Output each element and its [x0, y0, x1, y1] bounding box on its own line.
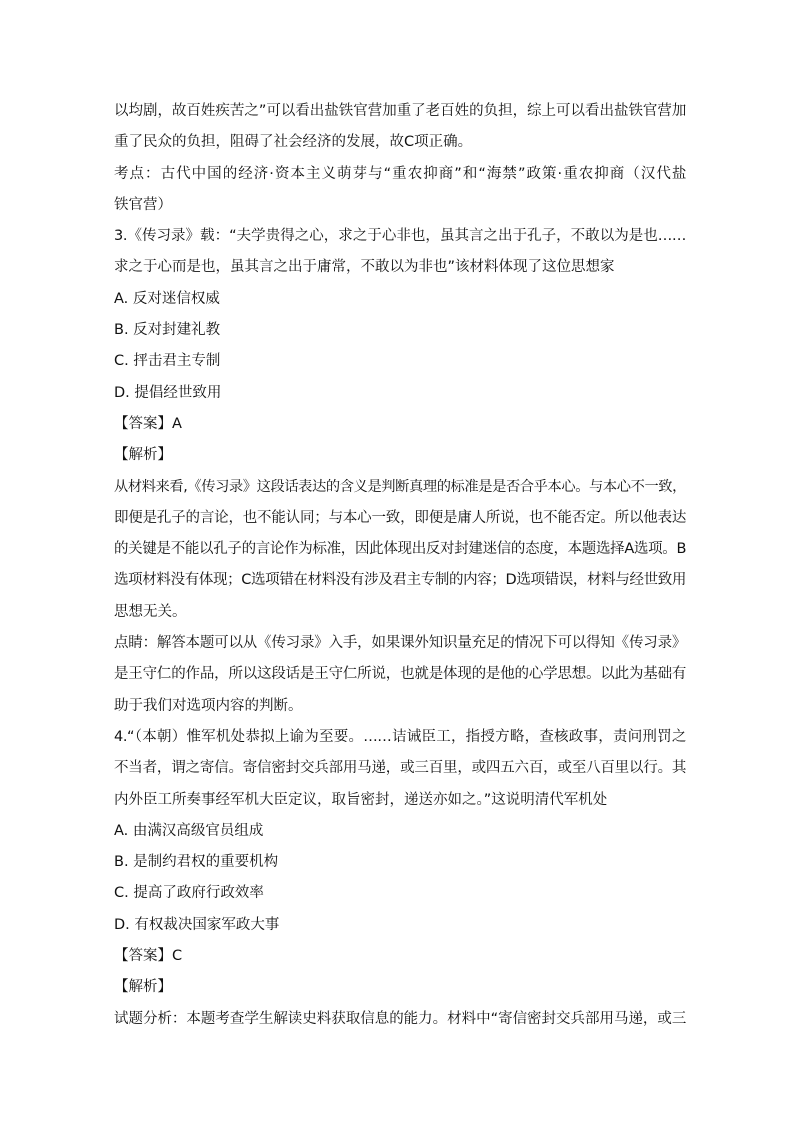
option-c: C. 抨击君主专制	[114, 353, 221, 370]
question-4-stem: 4.“（本朝）惟军机处恭拟上谕为至要。……诘诫臣工，指授方略，查核政事，责问刑罚之	[114, 728, 686, 745]
analysis-text: 从材料来看,《传习录》这段话表达的含义是判断真理的标准是是否合乎本心。与本心不一致，	[114, 478, 686, 495]
analysis-text: 的关键是不能以孔子的言论作为标准，因此体现出反对封建迷信的态度，本题选择A选项。B	[114, 541, 686, 558]
option-c: C. 提高了政府行政效率	[114, 885, 264, 902]
document-page	[114, 96, 686, 1035]
question-3-stem: 求之于心而是也，虽其言之出于庸常，不敢以为非也”该材料体现了这位思想家	[114, 259, 615, 276]
analysis-label: 【解析】	[114, 979, 172, 996]
text-line: 铁官营）	[114, 196, 172, 213]
text-line: 考点：古代中国的经济·资本主义萌芽与“重农抑商”和“海禁”政策·重农抑商（汉代盐	[114, 165, 686, 182]
answer-label: 【答案】C	[114, 948, 183, 965]
analysis-text: 即便是孔子的言论，也不能认同；与本心一致，即便是庸人所说，也不能否定。所以他表达	[114, 509, 686, 526]
analysis-label: 【解析】	[114, 447, 172, 464]
tip-text: 点睛：解答本题可以从《传习录》入手，如果课外知识量充足的情况下可以得知《传习录》	[114, 635, 686, 652]
answer-label: 【答案】A	[114, 415, 182, 432]
option-d: D. 有权裁决国家军政大事	[114, 916, 280, 933]
question-4-stem: 不当者，谓之寄信。寄信密封交兵部用马递，或三百里，或四五六百，或至八百里以行。其	[114, 760, 686, 777]
analysis-text: 试题分析：本题考查学生解读史料获取信息的能力。材料中“寄信密封交兵部用马递，或三	[114, 1010, 686, 1027]
option-a: A. 由满汉高级官员组成	[114, 822, 264, 839]
question-4-stem: 内外臣工所奏事经军机大臣定议，取旨密封，递送亦如之。”这说明清代军机处	[114, 791, 608, 808]
tip-text: 助于我们对选项内容的判断。	[114, 697, 303, 714]
option-d: D. 提倡经世致用	[114, 384, 222, 401]
question-3-stem: 3.《传习录》载：“夫学贵得之心，求之于心非也，虽其言之出于孔子，不敢以为是也……	[114, 228, 686, 245]
text-line: 重了民众的负担，阻碍了社会经济的发展，故C项正确。	[114, 134, 473, 151]
analysis-text: 选项材料没有体现；C选项错在材料没有涉及君主专制的内容；D选项错误，材料与经世致用	[114, 572, 686, 589]
text-line: 以均剧，故百姓疾苦之”可以看出盐铁官营加重了老百姓的负担，综上可以看出盐铁官营加	[114, 103, 686, 119]
option-a: A. 反对迷信权威	[114, 290, 220, 307]
option-b: B. 是制约君权的重要机构	[114, 854, 279, 871]
analysis-text: 思想无关。	[114, 603, 187, 620]
tip-text: 是王守仁的作品，所以这段话是王守仁所说，也就是体现的是他的心学思想。以此为基础有	[114, 666, 686, 683]
option-b: B. 反对封建礼教	[114, 322, 221, 339]
